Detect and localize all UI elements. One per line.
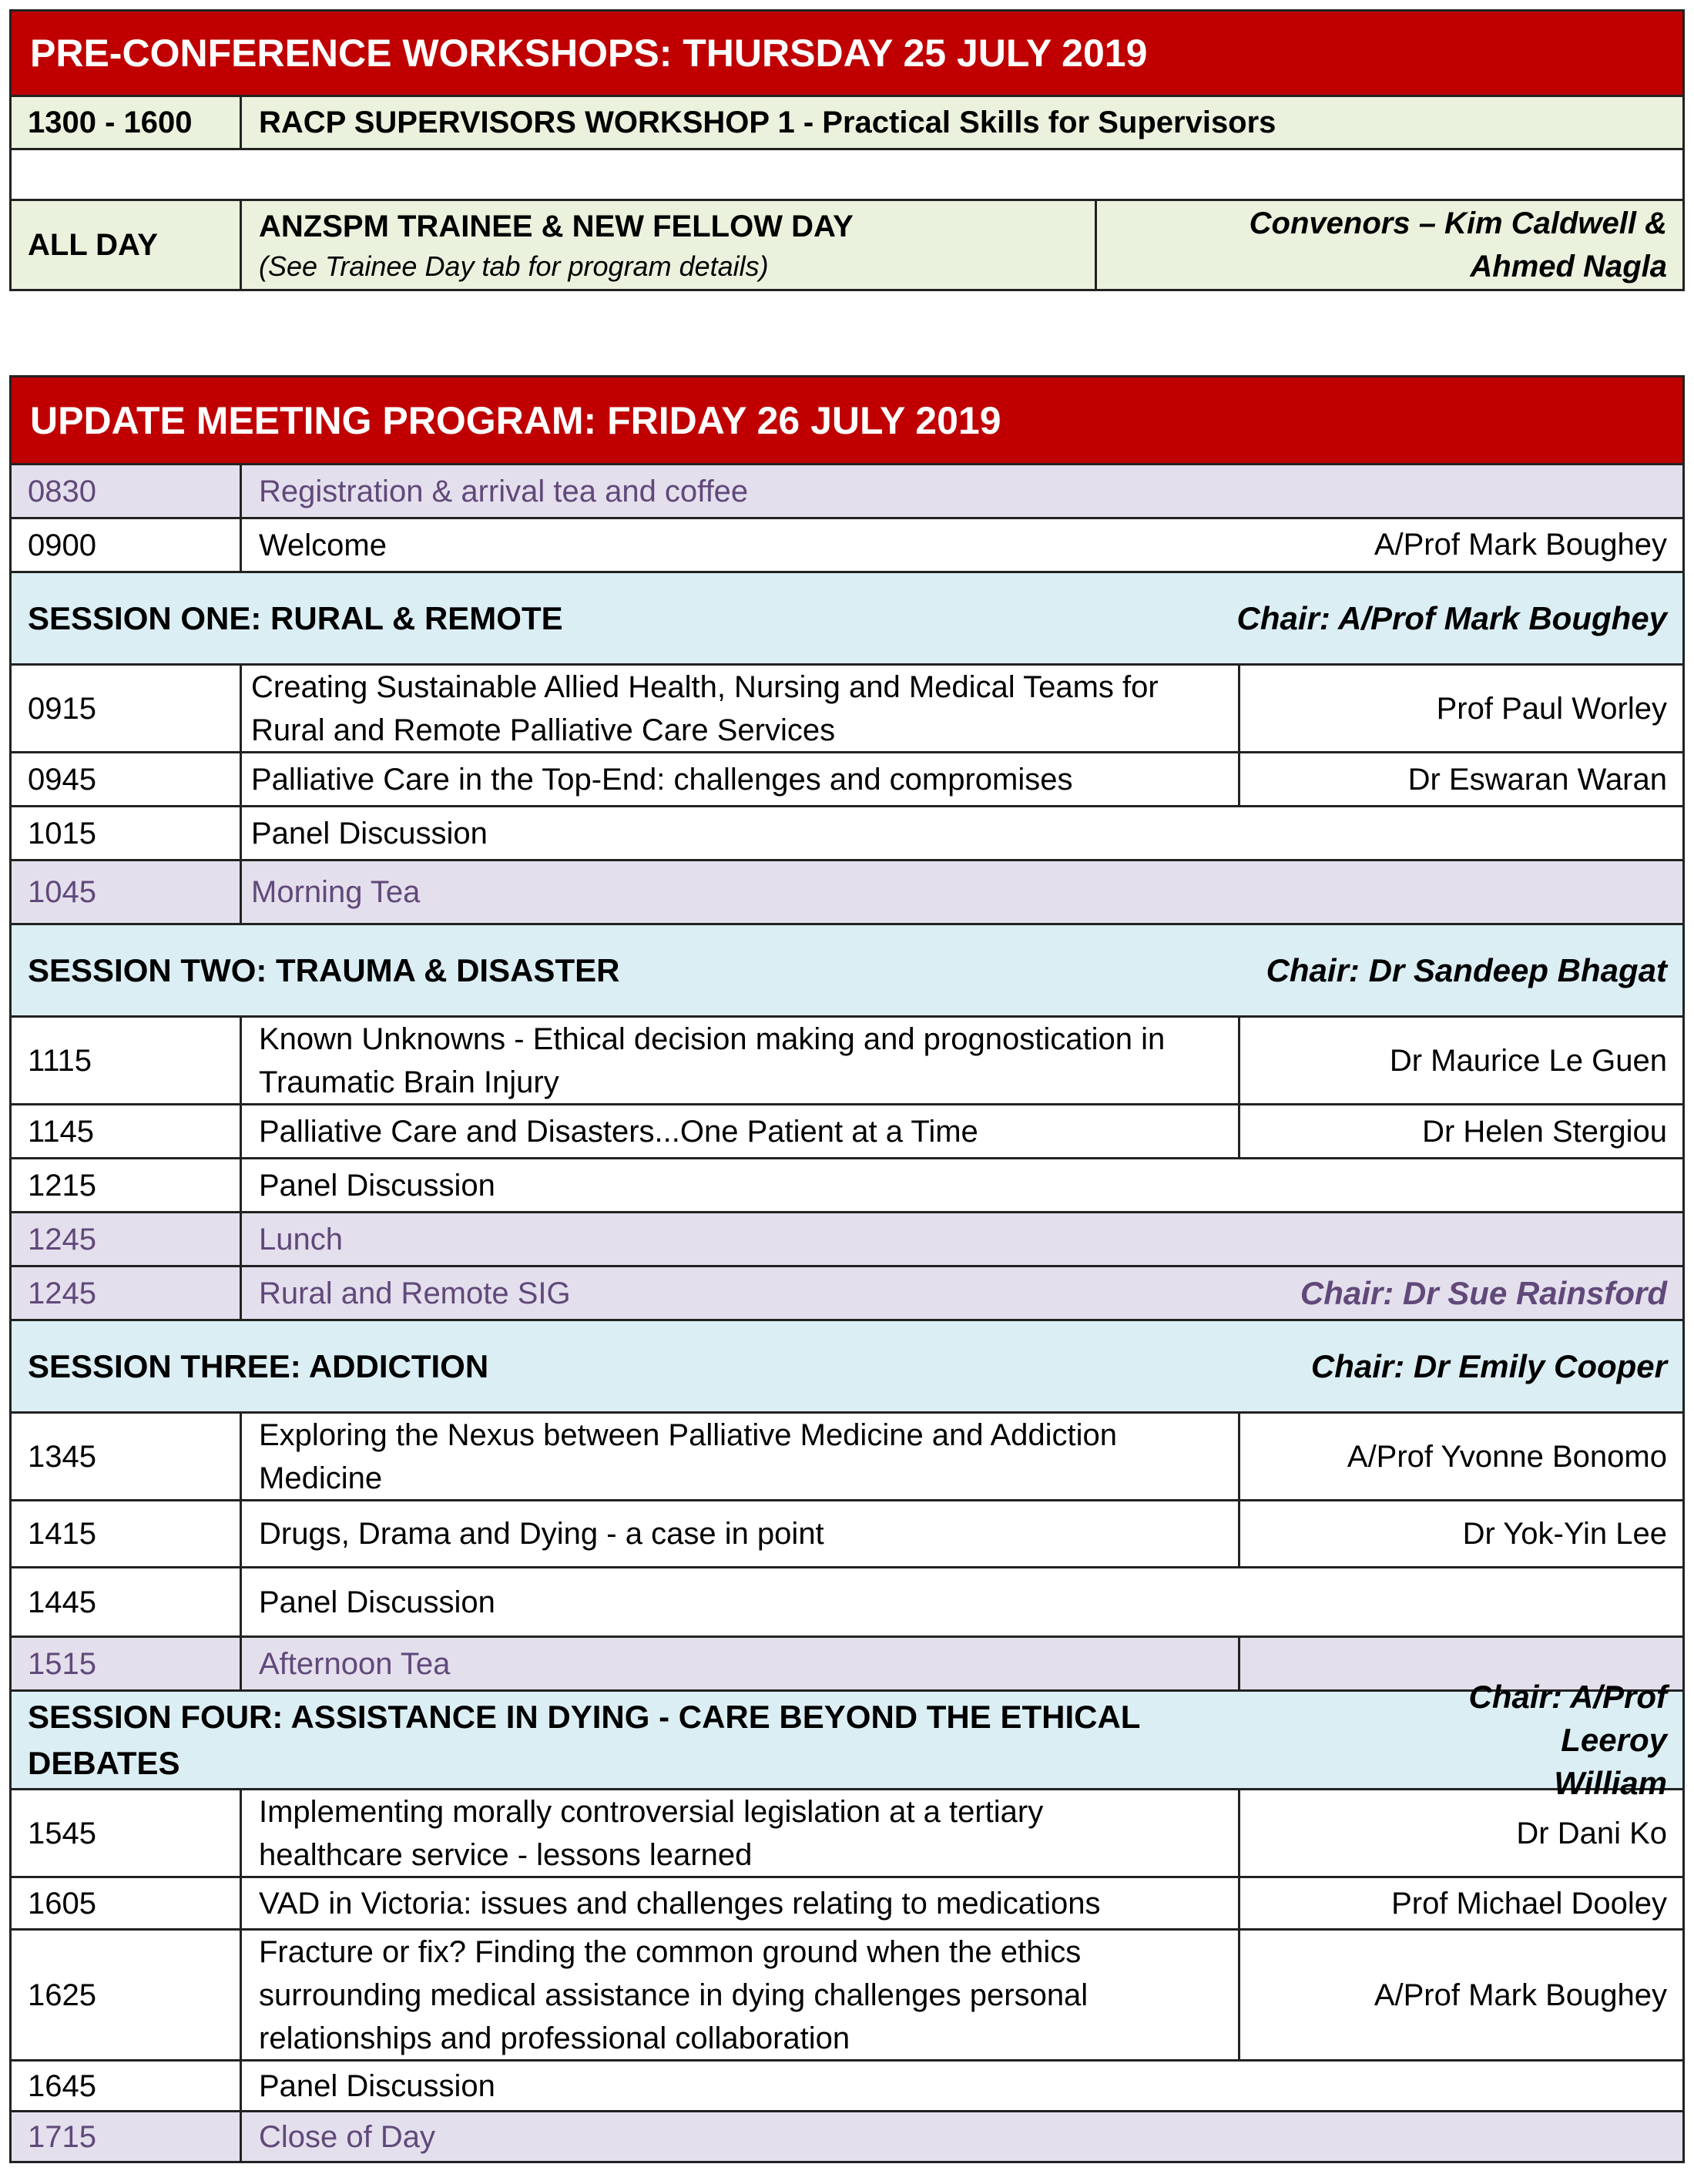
session-header	[9, 1321, 1685, 1414]
trainee-day-time: ALL DAY	[12, 201, 242, 289]
row-desc: Palliative Care in the Top-End: challenges and compromises	[242, 753, 1240, 805]
program-row	[9, 465, 1685, 519]
row-time: 1245	[12, 1213, 242, 1265]
program-row	[9, 1018, 1685, 1105]
session-title-line: SESSION FOUR: ASSISTANCE IN DYING - CARE BEYOND THE ETHICAL	[28, 1698, 1141, 1735]
row-time: 0915	[12, 666, 242, 751]
workshop-row	[9, 97, 1685, 150]
update-meeting-title	[9, 375, 1685, 465]
session-title: SESSION THREE: ADDICTION	[28, 1347, 489, 1384]
row-time: 1215	[12, 1159, 242, 1211]
program-row	[9, 1159, 1685, 1213]
session-header	[9, 1678, 1685, 1801]
row-time: 0830	[12, 465, 242, 517]
row-desc-line: Fracture or fix? Finding the common ground when the ethics	[259, 1934, 1082, 1969]
convenors-line-1: Convenors – Kim Caldwell &	[1249, 206, 1667, 240]
row-time: 1345	[12, 1414, 242, 1499]
row-desc-line: healthcare service - lessons learned	[259, 1837, 753, 1872]
row-desc: Panel Discussion	[259, 2068, 495, 2103]
pre-conference-title	[9, 9, 1685, 97]
program-row	[9, 1790, 1685, 1878]
session-header	[9, 925, 1685, 1018]
blank-row	[9, 150, 1685, 201]
row-desc: Rural and Remote SIG	[259, 1276, 571, 1310]
row-speaker: Dr Eswaran Waran	[1407, 762, 1667, 797]
update-meeting-table	[9, 375, 1685, 2163]
program-row	[9, 1568, 1685, 1638]
trainee-day-row	[9, 201, 1685, 291]
trainee-day-desc	[242, 201, 1097, 289]
row-desc	[242, 1414, 1240, 1499]
row-desc	[242, 1018, 1240, 1103]
session-title: SESSION ONE: RURAL & REMOTE	[28, 599, 563, 636]
trainee-day-convenors	[1097, 201, 1682, 289]
row-time: 1115	[12, 1018, 242, 1103]
session-header	[9, 573, 1685, 666]
row-time: 1045	[12, 861, 242, 923]
row-desc-line: Traumatic Brain Injury	[259, 1065, 559, 1099]
session-chair-line: William	[1554, 1764, 1667, 1801]
program-row	[9, 753, 1685, 807]
program-row	[9, 519, 1685, 573]
program-row	[9, 1267, 1685, 1321]
row-time: 1625	[12, 1931, 242, 2059]
row-desc-line: Implementing morally controversial legislation at a tertiary	[259, 1794, 1044, 1829]
row-time: 1415	[12, 1501, 242, 1566]
row-chair: Chair: Dr Sue Rainsford	[1300, 1274, 1667, 1311]
row-speaker: A/Prof Yvonne Bonomo	[1347, 1439, 1667, 1474]
row-time: 1145	[12, 1105, 242, 1157]
program-row	[9, 1213, 1685, 1267]
row-desc: VAD in Victoria: issues and challenges relating to medications	[242, 1878, 1240, 1928]
row-desc: Panel Discussion	[251, 816, 488, 850]
row-desc	[242, 1931, 1240, 2059]
row-speaker: Dr Yok-Yin Lee	[1462, 1517, 1667, 1551]
session-title: SESSION TWO: TRAUMA & DISASTER	[28, 951, 620, 988]
session-chair-line: Chair: A/Prof Leeroy	[1468, 1678, 1667, 1758]
row-desc: Morning Tea	[251, 875, 421, 909]
row-time: 1015	[12, 807, 242, 859]
session-chair: Chair: A/Prof Mark Boughey	[1236, 599, 1667, 636]
program-row	[9, 1414, 1685, 1501]
workshop-title: RACP SUPERVISORS WORKSHOP 1 - Practical Skills for Supervisors	[259, 106, 1276, 139]
row-desc-line: surrounding medical assistance in dying challenges personal	[259, 1978, 1089, 2012]
session-title-line: DEBATES	[28, 1744, 180, 1781]
row-desc: Panel Discussion	[259, 1168, 495, 1203]
session-chair: Chair: Dr Sandeep Bhagat	[1266, 951, 1667, 988]
row-time: 1245	[12, 1267, 242, 1319]
row-desc: Welcome	[259, 528, 387, 562]
row-speaker: Dr Dani Ko	[1516, 1816, 1667, 1850]
pre-conference-table	[9, 9, 1685, 291]
row-time: 1605	[12, 1878, 242, 1928]
row-desc-line: Known Unknowns - Ethical decision making and prognostication in	[259, 1022, 1166, 1056]
workshop-time: 1300 - 1600	[12, 97, 242, 148]
row-desc	[242, 1790, 1240, 1876]
program-row	[9, 2112, 1685, 2163]
update-meeting-title-text: UPDATE MEETING PROGRAM: FRIDAY 26 JULY 2019	[30, 398, 1001, 442]
row-speaker: Prof Michael Dooley	[1391, 1886, 1667, 1921]
trainee-day-note: (See Trainee Day tab for program details)	[259, 250, 769, 282]
row-speaker: A/Prof Mark Boughey	[1374, 528, 1667, 562]
program-row	[9, 666, 1685, 753]
program-row	[9, 861, 1685, 925]
row-desc: Close of Day	[259, 2119, 435, 2154]
row-time: 1715	[12, 2112, 242, 2161]
program-row	[9, 2062, 1685, 2112]
row-desc-line: Medicine	[259, 1461, 383, 1495]
program-row	[9, 1501, 1685, 1568]
row-speaker: Dr Maurice Le Guen	[1389, 1043, 1667, 1078]
row-desc-line: relationships and professional collaboration	[259, 2021, 850, 2055]
row-desc-line: Exploring the Nexus between Palliative Medicine and Addiction	[259, 1417, 1118, 1452]
row-time: 0945	[12, 753, 242, 805]
program-row	[9, 1878, 1685, 1931]
session-title	[12, 1692, 1359, 1788]
program-row	[9, 807, 1685, 861]
row-desc	[242, 666, 1240, 751]
row-time: 1515	[12, 1638, 242, 1689]
program-row	[9, 1931, 1685, 2062]
program-row	[9, 1105, 1685, 1159]
row-speaker: Dr Helen Stergiou	[1422, 1114, 1667, 1149]
row-desc: Panel Discussion	[259, 1585, 495, 1619]
row-desc: Registration & arrival tea and coffee	[259, 474, 749, 508]
row-time: 1445	[12, 1568, 242, 1635]
row-desc: Palliative Care and Disasters...One Patient at a Time	[242, 1105, 1240, 1157]
session-chair: Chair: Dr Emily Cooper	[1310, 1347, 1667, 1384]
row-time: 1545	[12, 1790, 242, 1876]
row-speaker: A/Prof Mark Boughey	[1374, 1978, 1667, 2012]
row-time: 1645	[12, 2062, 242, 2110]
row-speaker: Prof Paul Worley	[1436, 691, 1667, 726]
row-desc-line: Rural and Remote Palliative Care Services	[251, 713, 836, 747]
row-time: 0900	[12, 519, 242, 571]
pre-conference-title-text: PRE-CONFERENCE WORKSHOPS: THURSDAY 25 JULY 2019	[30, 32, 1148, 75]
row-desc: Lunch	[259, 1222, 343, 1256]
row-desc: Drugs, Drama and Dying - a case in point	[242, 1501, 1240, 1566]
convenors-line-2: Ahmed Nagla	[1470, 250, 1667, 283]
row-desc: Afternoon Tea	[242, 1638, 1240, 1689]
session-chair	[1359, 1678, 1682, 1801]
row-desc-line: Creating Sustainable Allied Health, Nursing and Medical Teams for	[251, 669, 1159, 704]
trainee-day-title: ANZSPM TRAINEE & NEW FELLOW DAY	[259, 210, 854, 243]
